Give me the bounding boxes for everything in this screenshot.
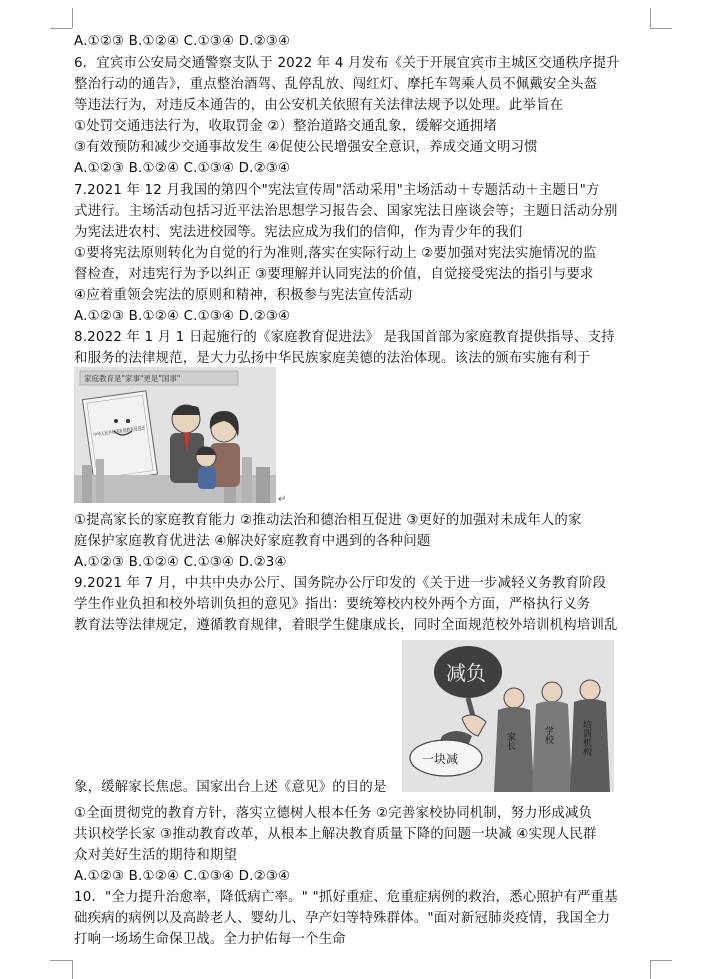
answer-options: A.①②③ B.①②④ C.①③④ D.②③④ [74, 309, 291, 324]
question-10-stem: 打响一场场生命保卫战。全力护佑每一个生命 [74, 932, 346, 947]
cartoon-book-title: 中华人民共和国家庭教育促进法 [93, 422, 164, 439]
question-7-stem: 7.2021 年 12 月我国的第四个"宪法宣传周"活动采用"主场活动＋专题活动＋主题日"方 [74, 183, 600, 198]
question-6-stem: 整治行动的通告》，重点整治酒驾、乱停乱放、闯红灯、摩托车驾乘人员不佩戴安全头盔 [74, 77, 598, 92]
cartoon-label-training: 培训机构 [581, 720, 591, 756]
cartoon-sign-text: 减负 [446, 661, 486, 685]
question-7-choices: ①要将宪法原则转化为自觉的行为准则,落实在实际行动上 ②要加强对宪法实施情况的监 [74, 246, 597, 261]
crop-mark-bottom-right-v [650, 960, 651, 979]
answer-options: A.①②③ B.①②④ C.①③④ D.②③④ [74, 869, 291, 884]
burden-reduction-cartoon [402, 640, 614, 792]
cartoon-label-school: 学校 [543, 726, 553, 744]
question-8-stem: 8.2022 年 1 月 1 日起施行的《家庭教育促进法》 是我国首部为家庭教育提供指导、支持 [74, 330, 615, 345]
cartoon-speech-text: 一块减 [422, 752, 459, 766]
return-mark: ↵ [278, 494, 287, 505]
question-9-choices: ①全面贯彻党的教育方针，落实立德树人根本任务 ②完善家校协同机制，努力形成减负 [74, 806, 593, 821]
question-8-choices: 庭保护家庭教育优进法 ④解决好家庭教育中遇到的各种问题 [74, 534, 431, 549]
cartoon-label-parents: 家长 [505, 732, 515, 750]
question-10-stem: 10．"全力提升治愈率，降低病亡率。" "抓好重症、危重症病例的救治，悉心照护有严重基 [74, 890, 618, 905]
question-10-stem: 础疾病的病例以及高龄老人、婴幼儿、孕产妇等特殊群体。"面对新冠肺炎疫情，我国全力 [74, 911, 611, 926]
crop-mark-bottom-right [650, 960, 672, 961]
question-9-stem: 9.2021 年 7 月，中共中央办公厅、国务院办公厅印发的《关于进一步减轻义务教育阶段 [74, 576, 607, 591]
crop-mark-top-right [650, 28, 672, 29]
crop-mark-bottom-left [50, 960, 72, 961]
question-7-choices: ④应着重领会宪法的原则和精神，积极参与宪法宣传活动 [74, 288, 413, 303]
question-6-choices: ③有效预防和减少交通事故发生 ④促使公民增强安全意识，养成交通文明习惯 [74, 140, 538, 155]
cartoon-banner-text: 家庭教育是"家事"更是"国事" [84, 374, 181, 383]
family-education-law-cartoon [74, 367, 276, 503]
question-9-choices: 共识校学长家 ③推动教育改革，从根本上解决教育质量下降的问题一块减 ④实现人民群 [74, 827, 597, 842]
question-8-choices: ①提高家长的家庭教育能力 ②推动法治和德治相互促进 ③更好的加强对未成年人的家 [74, 513, 582, 528]
question-9-stem: 教育法等法律规定，遵循教育规律，着眼学生健康成长，同时全面规范校外培训机构培训乱 [74, 618, 618, 633]
question-7-stem: 式进行。主场活动包括习近平法治思想学习报告会、国家宪法日座谈会等；主题日活动分别 [74, 204, 618, 219]
question-6-stem: 等违法行为，对违反本通告的，由公安机关依照有关法律法规予以处理。此举旨在 [74, 98, 564, 113]
question-9-choices: 众对美好生活的期待和期望 [74, 848, 238, 863]
answer-options: A.①②③ B.①②④ C.①③④ D.②3④ [74, 555, 287, 570]
crop-mark-top-left [50, 28, 72, 29]
question-9-stem: 学生作业负担和校外培训负担的意见》指出：要统筹校内校外两个方面，严格执行义务 [74, 597, 591, 612]
question-8-stem: 和服务的法律规范，是大力弘扬中华民族家庭美德的法治体现。该法的颁布实施有利于 [74, 351, 591, 366]
question-7-choices: 督检查，对违宪行为予以纠正 ③要理解并认同宪法的价值，自觉接受宪法的指引与要求 [74, 267, 594, 282]
question-6-choices: ①处罚交通违法行为，收取罚金 ②）整治道路交通乱象，缓解交通拥堵 [74, 119, 497, 134]
crop-mark-bottom-left-v [72, 960, 73, 979]
answer-options: A.①②③ B.①②④ C.①③④ D.②③④ [74, 34, 291, 49]
question-6-stem: 6．宜宾市公安局交通警察支队于 2022 年 4 月发布《关于开展宜宾市主城区交通秩序提升 [74, 56, 620, 71]
question-9-stem: 象，缓解家长焦虑。国家出台上述《意见》的目的是 [74, 780, 387, 795]
answer-options: A.①②③ B.①②④ C.①③④ D.②③④ [74, 161, 291, 176]
crop-mark-top-right-v [650, 8, 651, 28]
crop-mark-top-left-v [72, 8, 73, 28]
question-7-stem: 为宪法进农村、宪法进校园等。宪法应成为我们的信仰，作为青少年的我们 [74, 225, 523, 240]
